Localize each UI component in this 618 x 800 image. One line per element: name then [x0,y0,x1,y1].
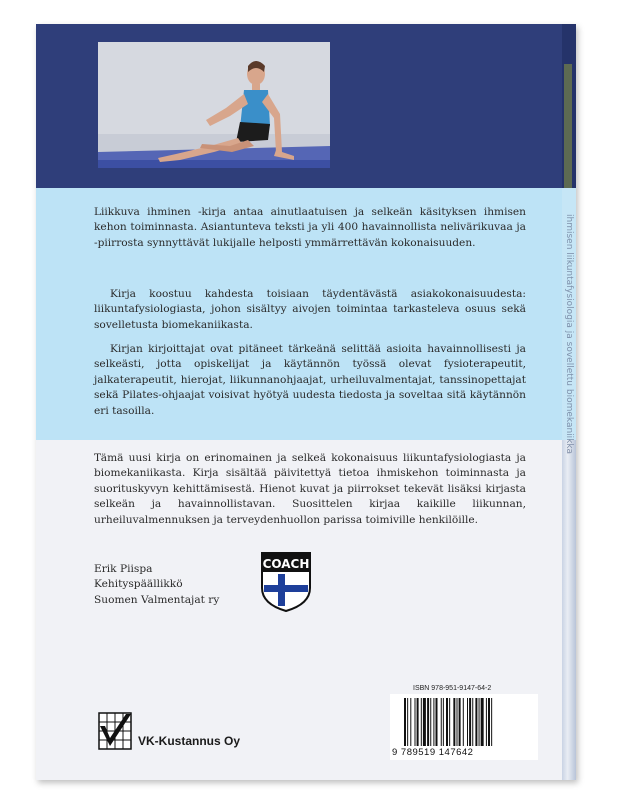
exercise-photo [98,42,330,168]
barcode-bar [443,698,444,746]
coach-logo-text: COACH [262,557,310,571]
barcode-bar [421,698,422,746]
barcode-bar [463,698,464,746]
barcode-bar [433,698,434,746]
spine-photo-strip [564,64,572,194]
barcode-bars [404,698,528,748]
barcode-bar [417,698,419,746]
barcode-bar [486,698,487,746]
barcode-bar [459,698,461,746]
barcode-bar [446,698,448,746]
spine-title: ihmisen liikuntafysiologia ja sovellettu biomekaniikka [564,214,574,454]
endorsement-paragraph: Tämä uusi kirja on erinomainen ja selkeä kokonaisuus liikuntafysiologiasta ja biomekaniikasta. Kirja sisältää päivitettyä tietoa ihmiskehon toiminnasta ja suorituskyvyn kehittämisestä. Hienot kuvat ja piirrokset tekevät lisäksi kirjasta selkeän ja havainnollistavan. Suosittelen kirjaa kaikille liikunnan, urheiluvalmennuksen ja terveydenhuollon parissa toimiville henkilöille. [94,452,526,526]
cover [36,24,562,780]
barcode-bar [427,698,429,746]
description-paragraph-3: Kirjan kirjoittajat ovat pitäneet tärkeänä selittää asioita havainnollisesti ja selkeästi, jotta opiskelijat ja käytännön työssä olevat fysioterapeutit, jalkaterapeutit, hierojat, liikunnanohjaajat, urheiluvalmentajat, tanssinopettajat sekä Pilates-ohjaajat voisivat hyötyä uudesta tiedosta ja soveltaa sitä käytännön eri tasoilla. [94,343,526,417]
coach-shield-flag-icon [261,552,311,612]
barcode-bar [453,698,455,746]
book-back-cover [36,24,576,780]
signature-name: Erik Piispa [94,563,153,575]
barcode-bar [407,698,408,746]
barcode-bar [469,698,471,746]
top-band [36,24,562,188]
barcode-bar [467,698,468,746]
barcode-bar [491,698,492,746]
barcode-bar [488,698,490,746]
barcode-bar [481,698,484,746]
barcode-bar [449,698,450,746]
isbn-label: ISBN 978-951-9147-64-2 [413,685,492,692]
barcode-bar [436,698,438,746]
signature-organization: Suomen Valmentajat ry [94,593,220,606]
book-spine [562,24,576,780]
barcode-bar [423,698,426,746]
barcode-bar [472,698,473,746]
vk-grid-checkmark-logo [98,712,132,750]
barcode [390,694,538,760]
barcode-bar [479,698,480,746]
publisher-name: VK-Kustannus Oy [138,734,241,748]
barcode-bar [430,698,431,746]
signature-title: Kehityspäällikkö [94,578,183,591]
barcode-bar [475,698,477,746]
description-paragraph-1: Liikkuva ihminen -kirja antaa ainutlaatuisen ja selkeän käsityksen ihmisen kehon toiminnasta. Asiantunteva teksti ja yli 400 havainnollista nelivärikuvaa ja -piirrosta synnyttävät lukijalle helposti ymmärrettävän kokonaisuuden. [94,206,526,249]
barcode-bar [441,698,442,746]
barcode-bar [457,698,458,746]
description-paragraph-2: Kirja koostuu kahdesta toisiaan täydentävästä asiakokonaisuudesta: liikuntafysiologiasta, johon sisältyy aivojen toimintaa tarkasteleva osuus sekä sovelletusta biomekaniikasta. [94,288,526,331]
barcode-bar [404,698,406,746]
barcode-bar [415,698,416,746]
barcode-number: 9 789519 147642 [392,747,474,758]
barcode-bar [410,698,411,746]
